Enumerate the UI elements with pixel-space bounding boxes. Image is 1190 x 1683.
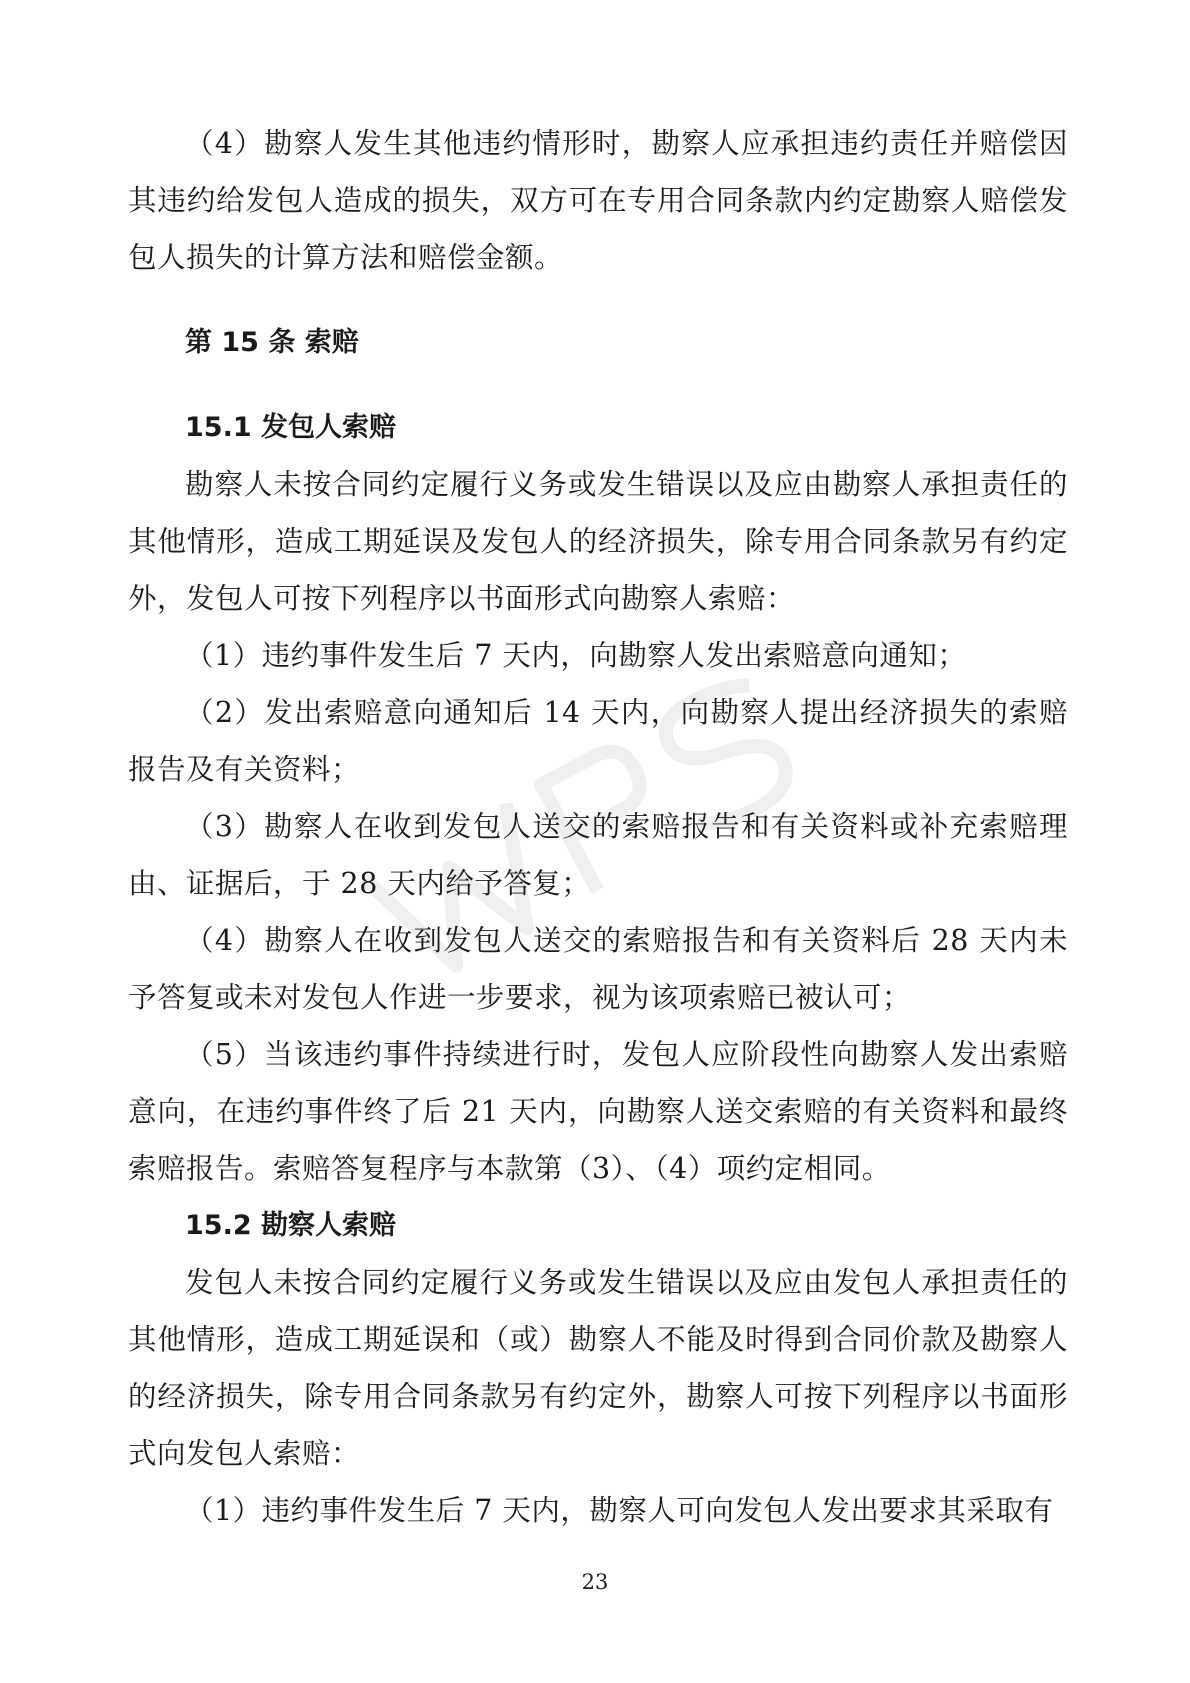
section-15-1-item-2: （2）发出索赔意向通知后 14 天内，向勘察人提出经济损失的索赔报告及有关资料；	[128, 696, 1068, 786]
document-body	[128, 115, 1068, 1539]
section-15-1-item-3: （3）勘察人在收到发包人送交的索赔报告和有关资料或补充索赔理由、证据后，于 28 天内给予答复；	[128, 810, 1068, 900]
page-number: 23	[581, 1570, 609, 1594]
section-15-2-title: 15.2 勘察人索赔	[185, 1210, 397, 1241]
section-15-1-title: 15.1 发包人索赔	[185, 412, 397, 443]
article-15-title: 第 15 条 索赔	[185, 327, 359, 358]
section-15-2-intro: 发包人未按合同约定履行义务或发生错误以及应由发包人承担责任的其他情形，造成工期延误和（或）勘察人不能及时得到合同价款及勘察人的经济损失，除专用合同条款另有约定外，勘察人可按下列程序以书面形式向发包人索赔：	[128, 1266, 1068, 1470]
paragraph-breach-4: （4）勘察人发生其他违约情形时，勘察人应承担违约责任并赔偿因其违约给发包人造成的损失，双方可在专用合同条款内约定勘察人赔偿发包人损失的计算方法和赔偿金额。	[128, 127, 1068, 274]
section-15-1-item-4: （4）勘察人在收到发包人送交的索赔报告和有关资料后 28 天内未予答复或未对发包人作进一步要求，视为该项索赔已被认可；	[128, 924, 1068, 1014]
section-15-1-item-5: （5）当该违约事件持续进行时，发包人应阶段性向勘察人发出索赔意向，在违约事件终了后 21 天内，向勘察人送交索赔的有关资料和最终索赔报告。索赔答复程序与本款第（3）、（4）项约定相同。	[128, 1038, 1068, 1185]
section-15-1-item-1: （1）违约事件发生后 7 天内，向勘察人发出索赔意向通知；	[185, 639, 967, 672]
section-15-1-intro: 勘察人未按合同约定履行义务或发生错误以及应由勘察人承担责任的其他情形，造成工期延误及发包人的经济损失，除专用合同条款另有约定外，发包人可按下列程序以书面形式向勘察人索赔：	[128, 468, 1068, 615]
section-15-2-item-1: （1）违约事件发生后 7 天内，勘察人可向发包人发出要求其采取有	[185, 1494, 1054, 1527]
